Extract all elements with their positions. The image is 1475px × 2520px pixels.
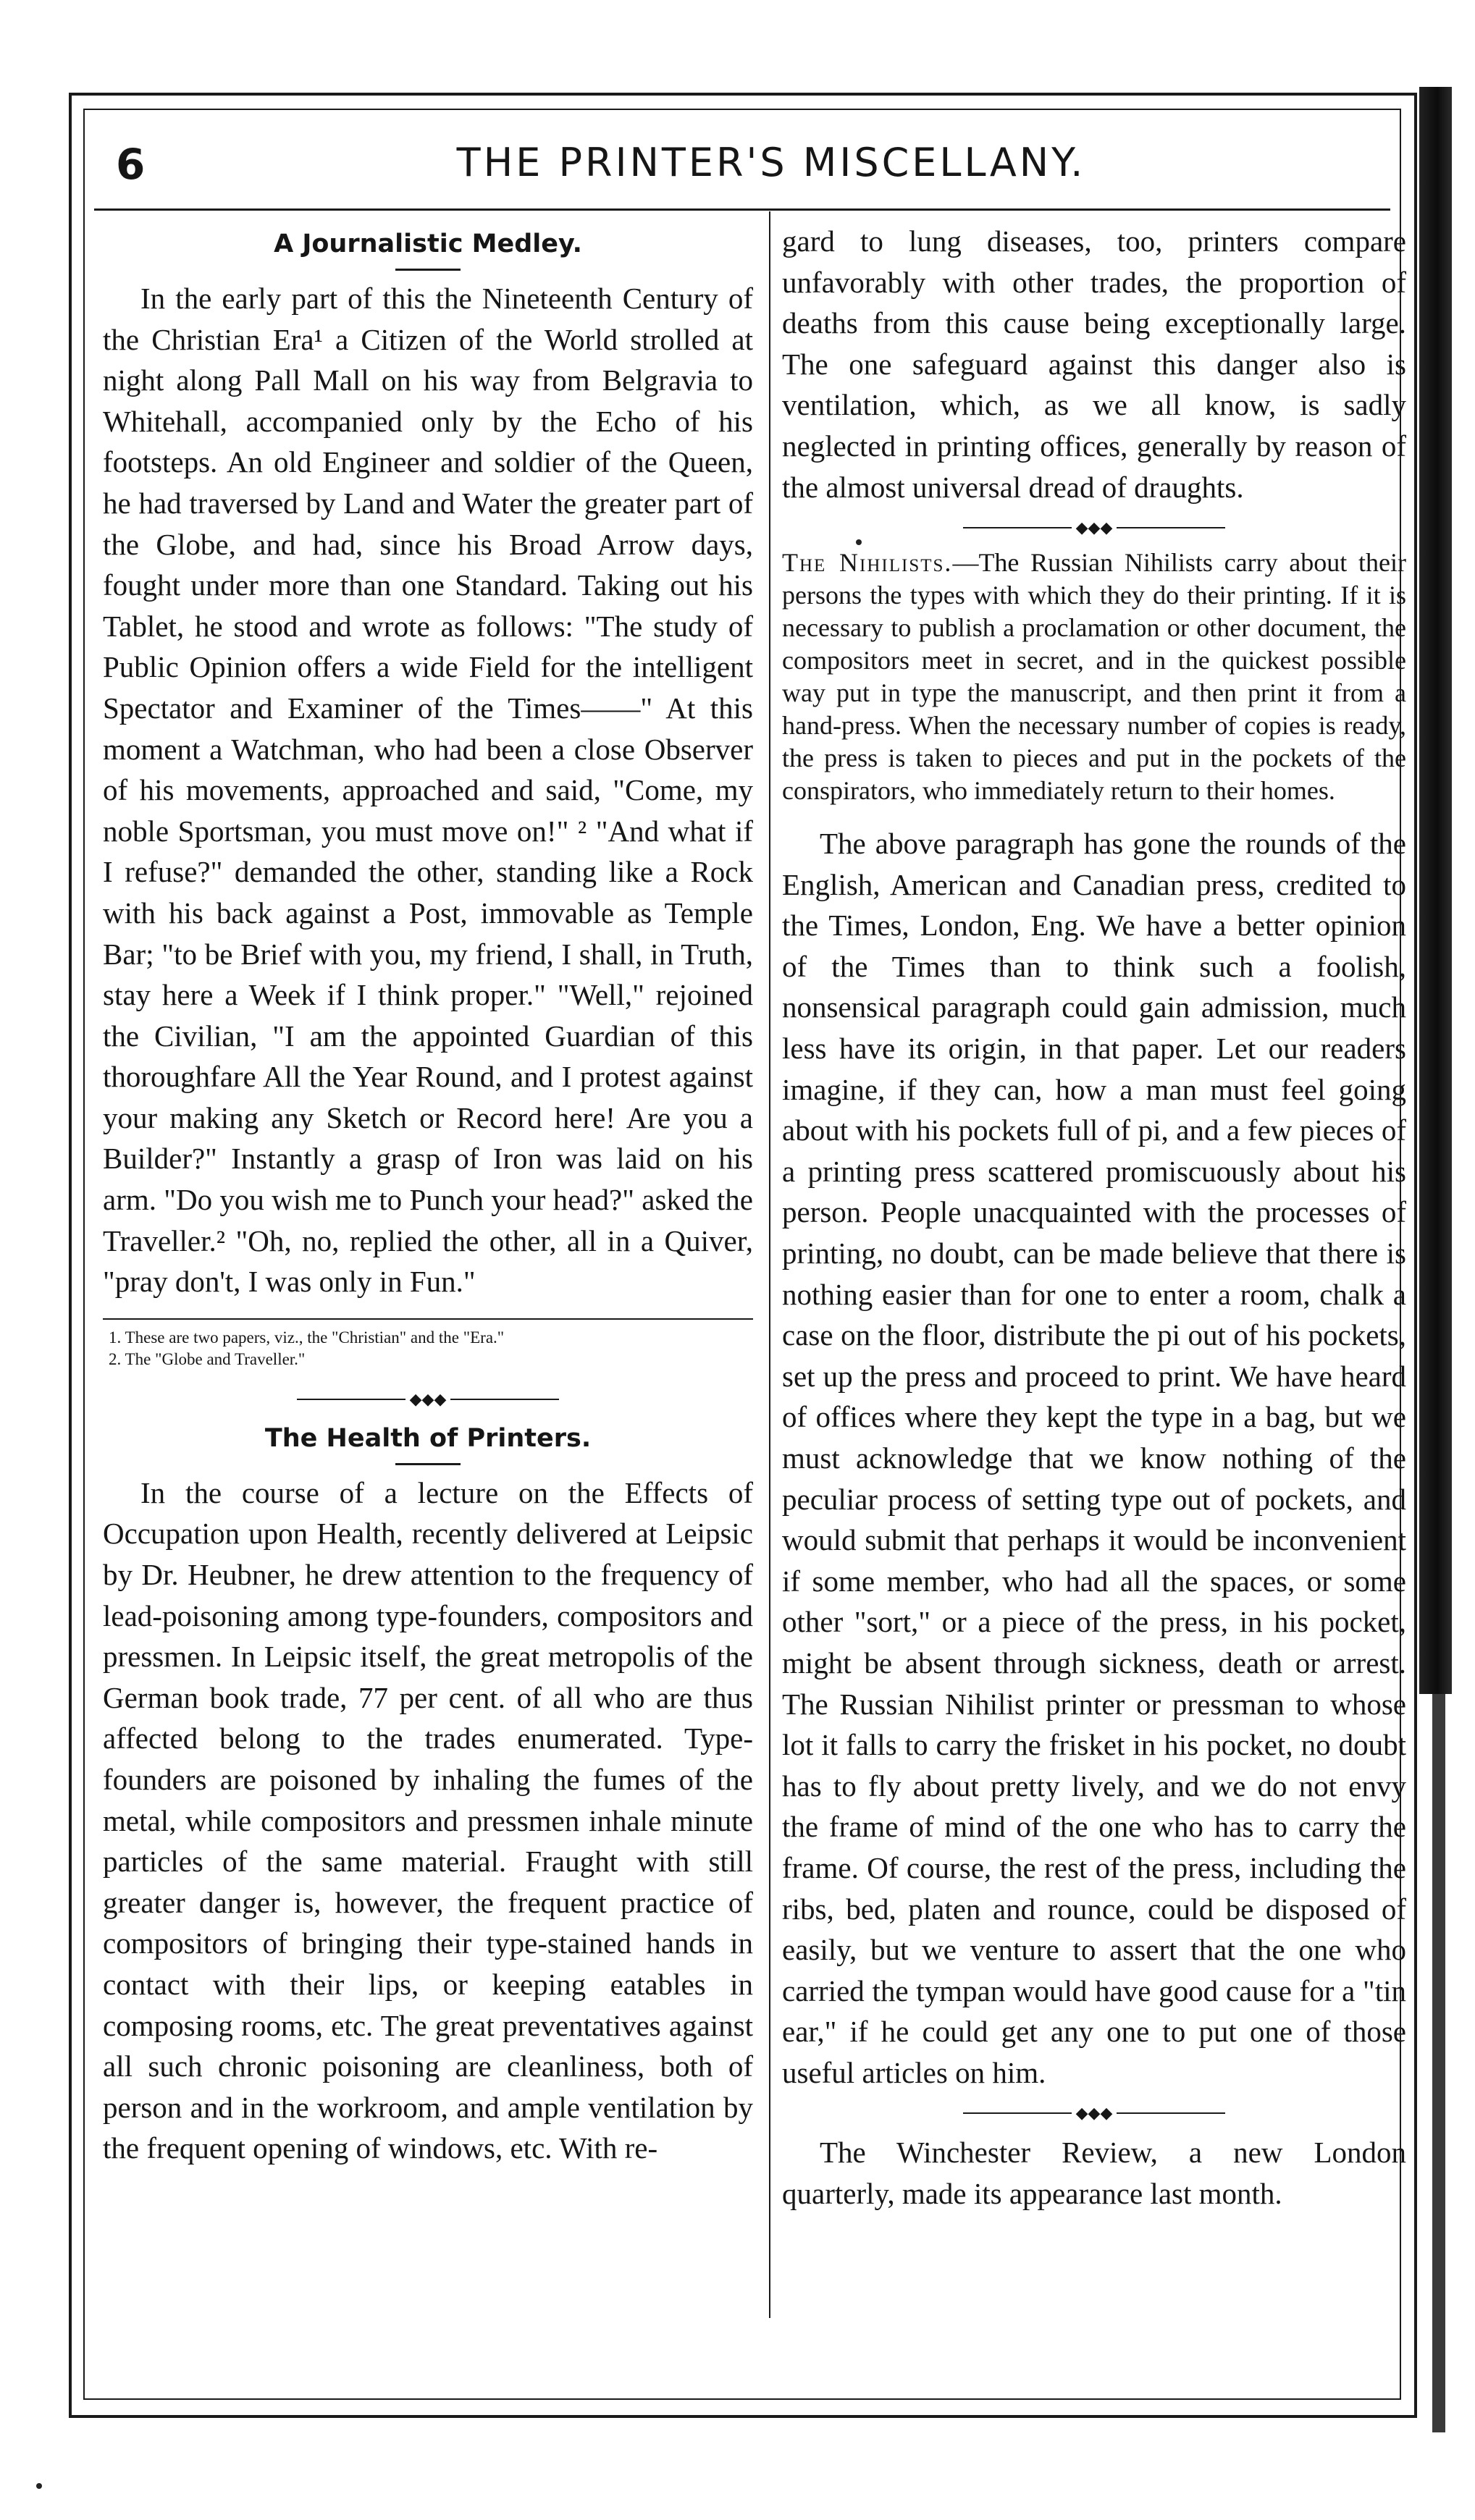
quoted-paragraph-nihilists [782, 547, 1406, 807]
ornament-line-right [1117, 527, 1225, 528]
heading-rule [395, 1463, 461, 1465]
article-body-journalistic-medley: In the early part of this the Nineteenth Century of the Christian Era¹ a Citizen of the World strolled at night along Pall Mall on his way from Belgravia to Whitehall, accompanied only by the Echo of his footsteps. An old Engineer and soldier of the Queen, he had traversed by Land and Water the greater part of the Globe, and had, since his Broad Arrow days, fought under more than one Standard. Taking out his Tablet, he stood and wrote as follows: "The study of Public Opinion offers a wide Field for the intelligent Spectator and Examiner of the Times——" At this moment a Watchman, who had been a close Observer of his movements, approached and said, "Come, my noble Sportsman, you must move on!" ² "And what if I refuse?" demanded the other, standing like a Rock with his back against a Post, immovable as Temple Bar; "to be Brief with you, my friend, I shall, in Truth, stay here a Week if I think proper." "Well," rejoined the Civilian, "I am the appointed Guardian of this thoroughfare All the Year Round, and I protest against your making any Sketch or Record here! Are you a Builder?" Instantly a grasp of Iron was laid on his arm. "Do you wish me to Punch your head?" asked the Traveller.² "Oh, no, replied the other, all in a Quiver, "pray don't, I was only in Fun." [103, 282, 753, 1299]
right-column [782, 221, 1406, 2215]
nihilists-lead: The Nihilists. [782, 548, 953, 578]
page-number: 6 [116, 140, 146, 189]
binding-edge-shadow [1419, 87, 1452, 1694]
binding-edge-shadow-lower [1432, 1694, 1445, 2432]
section-ornament [782, 2098, 1406, 2128]
footnote-2: 2. The "Globe and Traveller." [109, 1349, 306, 1368]
ornament-glyph: ◆◆◆ [409, 1389, 447, 1408]
ornament-line-right [450, 1399, 559, 1400]
article-body-health-of-printers: In the course of a lecture on the Effects of Occupation upon Health, recently delivered at Leipsic by Dr. Heubner, he drew attention to the frequency of lead-poisoning among type-founders, compositors and pressmen. In Leipsic itself, the great metropolis of the German book trade, 77 per cent. of all who are thus affected belong to the trades enumerated. Type-founders are poisoned by inhaling the fumes of the metal, while compositors and pressmen inhale minute particles of the same material. Fraught with still greater danger is, however, the frequent practice of compositors of bringing their type-stained hands in contact with their lips, or keeping eatables in composing rooms, etc. The great preventatives against all such chronic poisoning are cleanliness, both of person and in the workroom, and ample ventilation by the frequent opening of windows, etc. With re- [103, 1475, 753, 2165]
ornament-line-left [297, 1399, 405, 1400]
print-speck [36, 2483, 42, 2489]
page-header [94, 132, 1390, 190]
ornament-line-right [1117, 2112, 1225, 2114]
ornament-glyph: ◆◆◆ [1075, 2104, 1113, 2123]
article-continuation-health-of-printers: gard to lung diseases, too, printers compare unfavorably with other trades, the proportion of deaths from this cause being exceptionally large. The one safeguard against this danger also is ventilation, which, as we all know, is sadly neglected in printing offices, generally by reason of the almost universal dread of draughts. [782, 224, 1406, 504]
ornament-glyph: ◆◆◆ [1075, 518, 1113, 537]
header-rule [94, 208, 1390, 211]
nihilists-quote: —The Russian Nihilists carry about their persons the types with which they do their printing. If it is necessary to publish a proclamation or other document, the compositors meet in secret, and in the quickest possible way put in type the manuscript, and then print it from a hand-press. When the necessary number of copies is ready, the press is taken to pieces and put in the pockets of the conspirators, who immediately return to their homes. [782, 548, 1406, 806]
section-ornament [782, 512, 1406, 542]
ornament-line-left [963, 2112, 1072, 2114]
article-body-winchester-review: The Winchester Review, a new London quarterly, made its appearance last month. [782, 2136, 1406, 2211]
article-body-nihilists-commentary: The above paragraph has gone the rounds of the English, American and Canadian press, credited to the Times, London, Eng. We have a better opinion of the Times than to think such a foolish, nonsensical paragraph could gain admission, much less have its origin, in that paper. Let our readers imagine, if they can, how a man must feel going about with his pockets full of pi, and a few pieces of a printing press scattered promiscuously about his person. People unacquainted with the processes of printing, no doubt, can be made believe that there is nothing easier than for one to enter a room, chalk a case on the floor, distribute the pi out of his pockets, set up the press and proceed to print. We have heard of offices where they kept the type in a bag, but we must acknowledge that we know nothing of the peculiar process of setting type out of pockets, and would submit that perhaps it would be inconvenient if some member, who had all the spaces, or some other "sort," or a piece of the press, in his pocket, might be absent through sickness, death or arrest. The Russian Nihilist printer or pressman to whose lot it falls to carry the frisket in his pocket, no doubt has to fly about pretty lively, and we do not envy the frame of mind of the one who has to carry the frame. Of course, the rest of the press, including the ribs, bed, platen and rounce, could be disposed of easily, but we venture to assert that the one who carried the tympan would have good cause for a "tin ear," if he could get any one to put one of those useful articles on him. [782, 827, 1406, 2089]
publication-title: THE PRINTER'S MISCELLANY. [456, 140, 1086, 185]
section-ornament [103, 1383, 753, 1414]
ornament-line-left [963, 527, 1072, 528]
left-column [103, 221, 753, 2169]
footnote-1: 1. These are two papers, viz., the "Christian" and the "Era." [109, 1328, 505, 1347]
column-rule [769, 211, 770, 2318]
heading-rule [395, 269, 461, 271]
article-heading-health-of-printers: The Health of Printers. [264, 1423, 592, 1453]
footnotes [103, 1318, 753, 1370]
print-speck [856, 539, 862, 545]
article-heading-journalistic-medley: A Journalistic Medley. [274, 229, 582, 258]
